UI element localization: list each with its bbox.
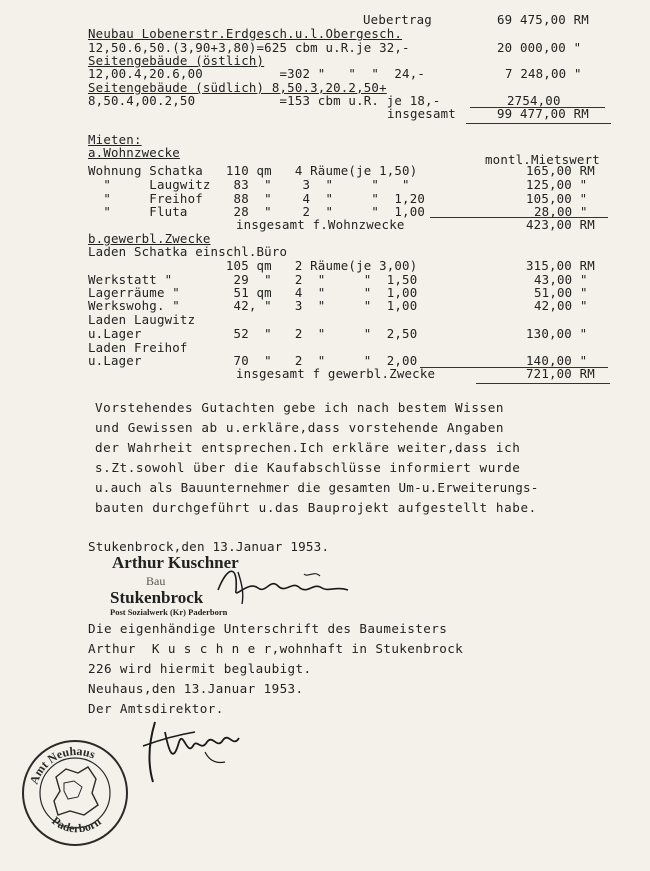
- total-rule: [476, 383, 610, 384]
- total-label: insgesamt: [387, 106, 456, 121]
- calc-line: Neubau Lobenerstr.Erdgesch.u.l.Obergesch.: [88, 26, 403, 41]
- statement-line: bauten durchgeführt u.das Bauprojekt aufgestellt habe.: [95, 500, 537, 515]
- statement-line: s.Zt.sowohl über die Kaufabschlüsse informiert wurde: [95, 460, 521, 475]
- table-row: Werkswohg. " 42, " 3 " " 1,00: [88, 298, 418, 313]
- gew-total-label: insgesamt f gewerbl.Zwecke: [236, 366, 436, 381]
- statement-line: Vorstehendes Gutachten gebe ich nach bestem Wissen: [95, 400, 505, 415]
- table-row-value: 42,00 ": [534, 298, 588, 313]
- uebertrag-value: 69 475,00 RM: [497, 12, 589, 27]
- calc-line: 12,50.6,50.(3,90+3,80)=625 cbm u.R.je 32,-: [88, 40, 410, 55]
- certification-line: Arthur K u s c h n e r,wohnhaft in Stukenbrock: [88, 641, 464, 656]
- table-row: " Freihof 88 " 4 " " 1,20: [88, 191, 426, 206]
- table-row-value: 28,00 ": [534, 204, 588, 219]
- mietswert-heading: montl.Mietswert: [485, 152, 600, 167]
- official-seal: [18, 735, 133, 850]
- calc-value: 7 248,00 ": [505, 66, 582, 81]
- certification-line: Die eigenhändige Unterschrift des Baumeisters: [88, 621, 448, 636]
- table-row-value: 105,00 ": [526, 191, 588, 206]
- signature-amtsdirektor: [135, 712, 265, 787]
- gew-heading: b.gewerbl.Zwecke: [88, 231, 211, 246]
- table-row: Laden Freihof: [88, 340, 188, 355]
- stamp-line: Bau: [146, 574, 166, 588]
- place-date: Stukenbrock,den 13.Januar 1953.: [88, 539, 330, 554]
- table-row: u.Lager 52 " 2 " " 2,50: [88, 326, 418, 341]
- table-row: u.Lager 70 " 2 " " 2,00: [88, 353, 418, 368]
- mieten-heading: Mieten:: [88, 132, 142, 147]
- wohn-total-label: insgesamt f.Wohnzwecke: [236, 217, 405, 232]
- stamp-name: Arthur Kuschner: [112, 553, 239, 572]
- stamp-place: Stukenbrock: [110, 588, 204, 607]
- seal-top-text: Amt Neuhaus: [26, 743, 98, 787]
- signature-kuschner: [208, 560, 358, 610]
- calc-line: Seitengebäude (südlich) 8,50.3,20.2,50+: [88, 80, 387, 95]
- statement-line: u.auch als Bauunternehmer die gesamten Um-u.Erweiterungs-: [95, 480, 539, 495]
- wohn-total-value: 423,00 RM: [526, 217, 595, 232]
- table-row: 105 qm 2 Räume(je 3,00): [88, 258, 418, 273]
- table-row-value: 315,00 RM: [526, 258, 595, 273]
- total-rule: [466, 123, 611, 124]
- certification-line: Der Amtsdirektor.: [88, 701, 224, 716]
- statement-line: der Wahrheit entsprechen.Ich erkläre weiter,dass ich: [95, 440, 521, 455]
- calc-value: 20 000,00 ": [497, 40, 582, 55]
- table-row-value: 51,00 ": [534, 285, 588, 300]
- table-row-value: 165,00 RM: [526, 163, 595, 178]
- calc-line: 8,50.4,00.2,50 =153 cbm u.R. je 18,-: [88, 93, 441, 108]
- table-row: " Fluta 28 " 2 " " 1,00: [88, 204, 426, 219]
- table-row: Laden Laugwitz: [88, 312, 196, 327]
- gew-total-value: 721,00 RM: [526, 366, 595, 381]
- table-row: Wohnung Schatka 110 qm 4 Räume(je 1,50): [88, 163, 418, 178]
- certification-line: 226 wird hiermit beglaubigt.: [88, 661, 312, 676]
- wohn-heading: a.Wohnzwecke: [88, 145, 180, 160]
- table-row-value: 125,00 ": [526, 177, 588, 192]
- seal-bottom-text: Paderborn: [49, 813, 104, 836]
- table-row-value: 43,00 ": [534, 272, 588, 287]
- table-row-value: 130,00 ": [526, 326, 588, 341]
- table-row-value: 140,00 ": [526, 353, 588, 368]
- calc-line: 12,00.4,20.6,00 =302 " " " 24,-: [88, 66, 426, 81]
- table-row: Lagerräume " 51 qm 4 " " 1,00: [88, 285, 418, 300]
- calc-line: Seitengebäude (östlich): [88, 53, 265, 68]
- statement-line: und Gewissen ab u.erkläre,dass vorstehende Angaben: [95, 420, 505, 435]
- calc-value: 2754,00: [507, 93, 561, 108]
- table-row: " Laugwitz 83 " 3 " " ": [88, 177, 410, 192]
- table-row: Werkstatt " 29 " 2 " " 1,50: [88, 272, 418, 287]
- total-value: 99 477,00 RM: [497, 106, 589, 121]
- table-row: Laden Schatka einschl.Büro: [88, 244, 288, 259]
- stamp-post: Post Sozialwerk (Kr) Paderborn: [110, 607, 228, 617]
- certification-line: Neuhaus,den 13.Januar 1953.: [88, 681, 304, 696]
- uebertrag-label: Uebertrag: [363, 12, 432, 27]
